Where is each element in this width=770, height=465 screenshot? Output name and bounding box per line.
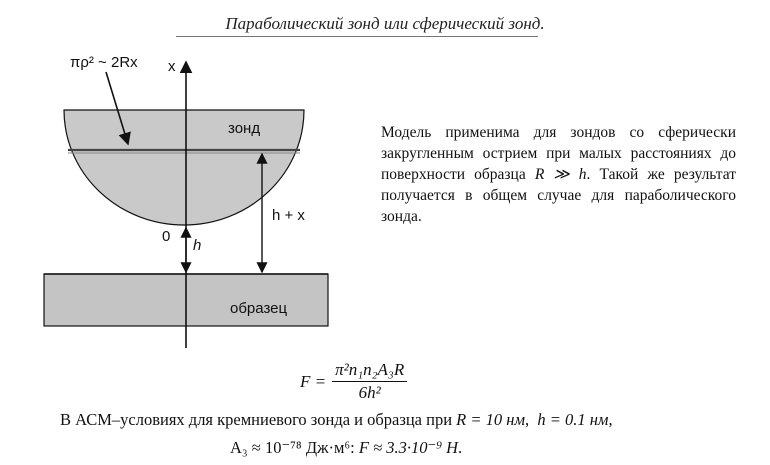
probe-diagram xyxy=(0,40,370,360)
formula-lhs: F = xyxy=(300,371,327,391)
sample-label: образец xyxy=(230,300,288,317)
description-paragraph xyxy=(381,122,736,227)
formula-numerator: π²n₁n₂A₃R xyxy=(332,360,407,382)
result-F: F ≈ 3.3·10⁻⁹ Н xyxy=(358,438,459,457)
title-underline xyxy=(176,36,538,37)
axis-x-label: x xyxy=(168,58,176,75)
formula-denominator: 6h² xyxy=(358,383,381,402)
probe-label: зонд xyxy=(228,120,261,137)
paragraph-text-before: Модель применима для зондов со сферически закругленным острием при малых расстояниях до поверхности образца xyxy=(381,124,736,183)
probe-shape xyxy=(64,110,304,225)
paragraph-condition: R ≫ h xyxy=(534,166,587,183)
formula-fraction xyxy=(332,360,407,403)
page-title: Параболический зонд или сферический зонд. xyxy=(225,14,545,33)
area-label: πρ² ~ 2Rx xyxy=(70,54,138,71)
result-line: A₃ ≈ 10⁻⁷⁸ Дж·м⁶: F ≈ 3.3·10⁻⁹ Н. xyxy=(230,438,463,457)
result-A3: A₃ ≈ 10⁻⁷⁸ Дж·м⁶ xyxy=(230,438,351,457)
conditions-line: В АСМ–условиях для кремниевого зонда и образца при R = 10 нм, h = 0.1 нм, xyxy=(60,410,613,429)
distance-label: h + x xyxy=(272,207,305,224)
paragraph-text-after: . Такой же результат получается в общем случае для параболического зонда. xyxy=(381,166,737,225)
force-formula xyxy=(300,360,407,403)
gap-label: h xyxy=(193,237,202,254)
origin-label: 0 xyxy=(162,228,171,245)
conditions-text: В АСМ–условиях для кремниевого зонда и образца при xyxy=(60,410,453,429)
conditions-R: R = 10 нм xyxy=(456,410,525,429)
conditions-h: h = 0.1 нм xyxy=(537,410,609,429)
